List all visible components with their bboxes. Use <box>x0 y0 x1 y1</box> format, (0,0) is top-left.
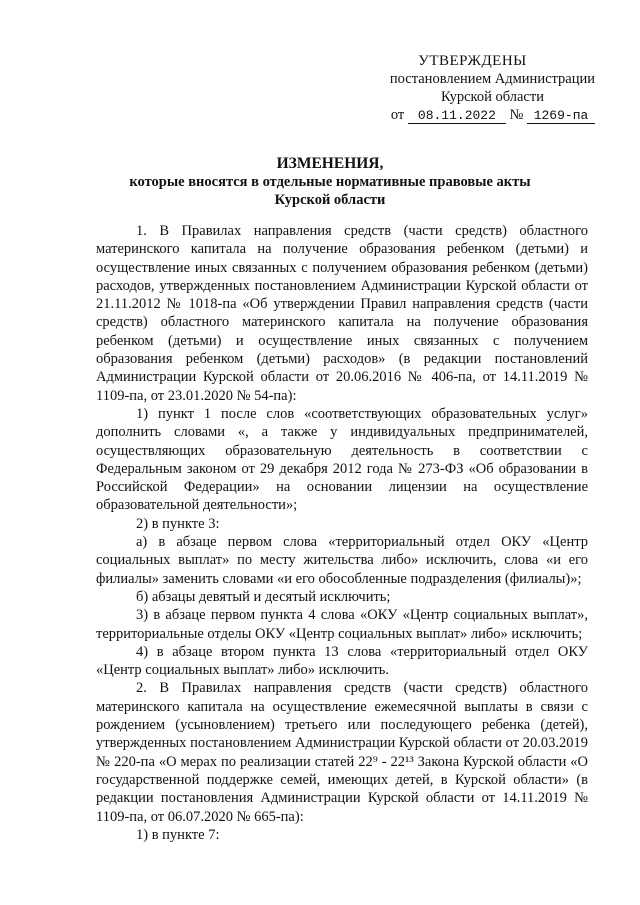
paragraph-1-item-2: 2) в пункте 3: <box>136 515 220 532</box>
paragraph-1: 1. В Правилах направления средств (части средств) областного материнского капитала на получение образования ребенком (детьми) и осуществление иных связанных с получением образования ребенком (детьми) расходов, утвержденных постановлением Администрации Курской области от 21.11.2012 № 1018-па «Об утверждении Правил направления средств (части средств) областного материнского капитала на получение образования ребенком (детьми) и осуществление иных связанных с получением образования ребенком (детьми) расходов» (в редакции постановлений Администрации Курской области от 20.06.2016 № 406-па, от 14.11.2019 № 1109-па, от 23.01.2020 № 54-па): <box>96 223 588 404</box>
title-main: ИЗМЕНЕНИЯ, <box>276 155 384 172</box>
from-label: от <box>390 107 405 123</box>
document-title <box>95 155 565 209</box>
approval-date: 08.11.2022 <box>408 108 506 124</box>
paragraph-1-item-2a: а) в абзаце первом слова «территориальный отдел ОКУ «Центр социальных выплат» по месту жительства либо» исключить, слова «и его филиалы» заменить словами «и его обособленные подразделения (филиалы)»; <box>96 534 588 587</box>
paragraph-2-item-1: 1) в пункте 7: <box>136 826 220 843</box>
title-subtitle: которые вносятся в отдельные нормативные правовые акты <box>129 174 531 190</box>
paragraph-1-item-1: 1) пункт 1 после слов «соответствующих образовательных услуг» дополнить словами «, а также у индивидуальных предпринимателей, осуществляющих образовательную деятельность в соответствии с Федеральным законом от 29 декабря 2012 года № 273-ФЗ «Об образовании в Российской Федерации» на основании лицензии на осуществление образовательной деятельности»; <box>96 405 588 514</box>
approved-heading: УТВЕРЖДЕНЫ <box>418 53 527 69</box>
number-label: № <box>509 107 524 123</box>
approval-date-number <box>350 106 595 124</box>
paragraph-2: 2. В Правилах направления средств (части средств) областного материнского капитала на осуществление ежемесячной выплаты в связи с рождением (усыновлением) третьего или последующего ребенка (детей), утвержденных постановлением Администрации Курской области от 20.03.2019 № 220-па «О мерах по реализации статей 22⁹ - 22¹³ Закона Курской области «О государственной поддержке семей, имеющих детей, в Курской области» (в редакции постановления Администрации Курской области от 14.11.2019 № 1109-па, от 06.07.2020 № 665-па): <box>96 680 588 825</box>
approval-issuer: постановлением Администрации <box>389 71 595 87</box>
approval-number: 1269-па <box>527 108 595 124</box>
paragraph-1-item-4: 4) в абзаце втором пункта 13 слова «территориальный отдел ОКУ «Центр социальных выплат» либо» исключить. <box>96 643 588 679</box>
document-body <box>96 222 588 844</box>
paragraph-1-item-3: 3) в абзаце первом пункта 4 слова «ОКУ «Центр социальных выплат», территориальные отделы ОКУ «Центр социальных выплат» либо» исключить; <box>96 607 588 642</box>
approval-block <box>350 52 595 124</box>
approval-region: Курской области <box>441 89 544 105</box>
paragraph-1-item-2b: б) абзацы девятый и десятый исключить; <box>136 588 391 605</box>
title-region: Курской области <box>274 192 386 208</box>
